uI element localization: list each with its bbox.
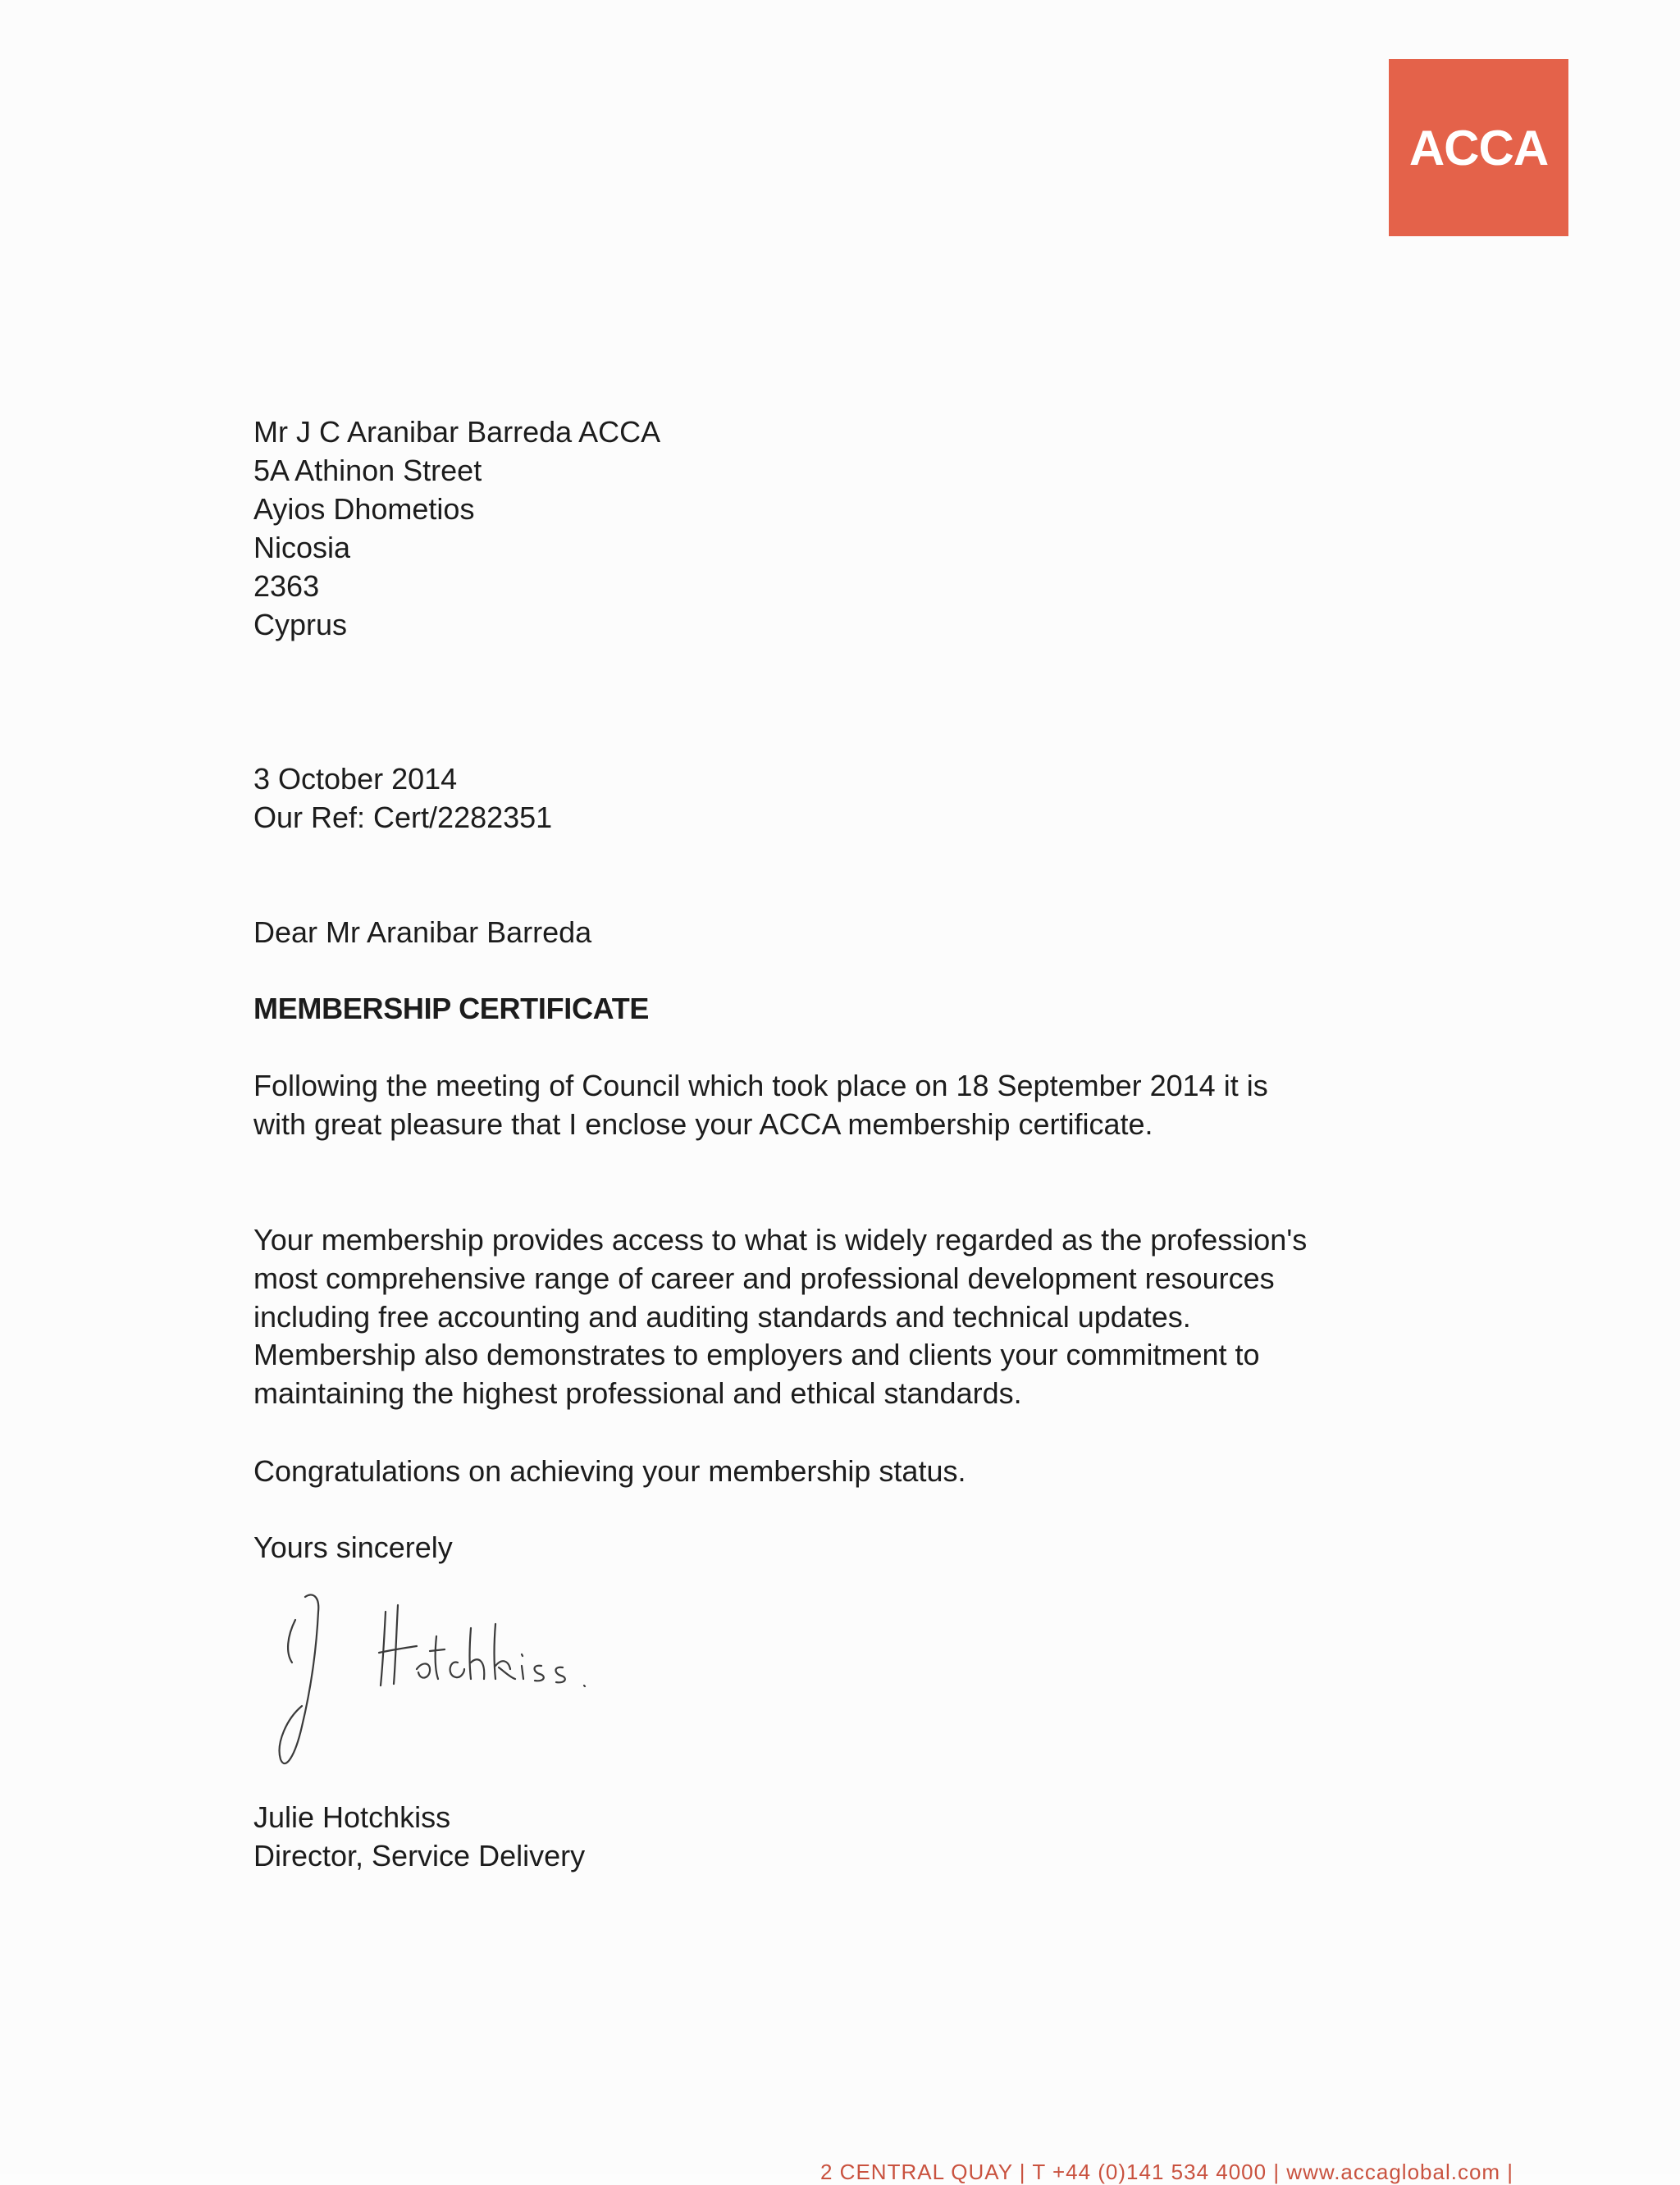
paragraph-line: Following the meeting of Council which took place on 18 September 2014 it is	[253, 1069, 1268, 1102]
date-reference-block	[253, 760, 552, 837]
letter-reference: Our Ref: Cert/2282351	[253, 801, 553, 834]
acca-logo	[1389, 59, 1568, 236]
recipient-address	[253, 413, 660, 644]
address-line-city: Nicosia	[253, 531, 351, 564]
address-line-street: 5A Athinon Street	[253, 454, 482, 487]
address-line-district: Ayios Dhometios	[253, 492, 475, 526]
logo-text: ACCA	[1408, 120, 1549, 176]
paragraph-line: including free accounting and auditing standards and technical updates.	[253, 1300, 1191, 1334]
letter-date: 3 October 2014	[253, 762, 458, 796]
signatory-block	[253, 1798, 585, 1875]
paragraph-line: maintaining the highest professional and ethical standards.	[253, 1376, 1022, 1410]
address-line-country: Cyprus	[253, 608, 348, 641]
signatory-title: Director, Service Delivery	[253, 1839, 586, 1873]
paragraph-line: Congratulations on achieving your membership status.	[253, 1454, 966, 1488]
paragraph-congratulations	[253, 1452, 966, 1490]
letter-heading: MEMBERSHIP CERTIFICATE	[253, 992, 650, 1025]
address-line-name: Mr J C Aranibar Barreda ACCA	[253, 415, 661, 449]
paragraph-line: with great pleasure that I enclose your ACCA membership certificate.	[253, 1107, 1153, 1141]
paragraph-standards	[253, 1335, 1260, 1412]
closing: Yours sincerely	[253, 1530, 453, 1564]
paragraph-line: most comprehensive range of career and professional development resources	[253, 1261, 1275, 1295]
address-line-postcode: 2363	[253, 569, 320, 603]
paragraph-council	[253, 1066, 1268, 1143]
salutation: Dear Mr Aranibar Barreda	[253, 915, 592, 949]
paragraph-line: Membership also demonstrates to employers and clients your commitment to	[253, 1338, 1260, 1371]
footer-contact: 2 CENTRAL QUAY | T +44 (0)141 534 4000 | www.accaglobal.com |	[820, 2160, 1514, 2184]
paragraph-line: Your membership provides access to what is widely regarded as the profession's	[253, 1223, 1308, 1257]
handwritten-signature	[262, 1587, 591, 1780]
paragraph-benefits	[253, 1220, 1307, 1336]
signatory-name: Julie Hotchkiss	[253, 1800, 451, 1834]
